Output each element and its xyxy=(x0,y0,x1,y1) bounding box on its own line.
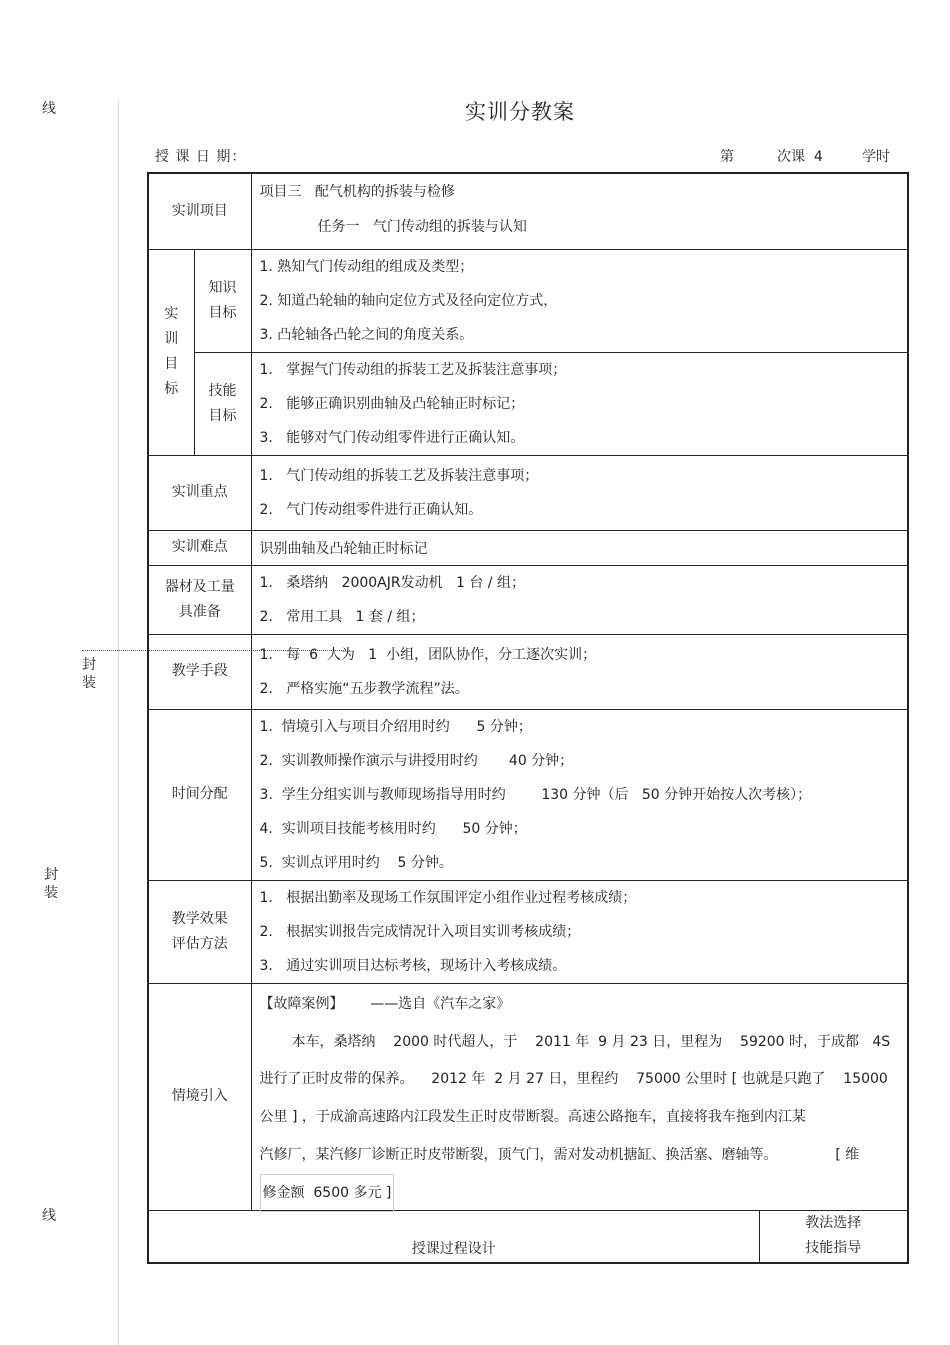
means-item: 1. 每 6 人为 1 小组，团队协作，分工逐次实训； xyxy=(259,646,597,663)
equipment-label: 器材及工量 具准备 xyxy=(148,565,251,634)
case-line: 进行了正时皮带的保养。 2012 年 2 月 27 日，里程约 75000 公里时 [ 也就是只跑了 15000 xyxy=(259,1070,888,1087)
skill-item: 3. 能够对气门传动组零件进行正确认知。 xyxy=(259,429,525,446)
case-line-last xyxy=(260,1174,902,1210)
time-item: 5. 实训点评用时约 5 分钟。 xyxy=(259,854,453,871)
knowledge-item: 3. 凸轮轴各凸轮之间的角度关系。 xyxy=(259,326,474,343)
row-difficulty xyxy=(148,530,908,565)
knowledge-goal-content xyxy=(251,249,908,352)
evaluation-item: 1. 根据出勤率及现场工作氛围评定小组作业过程考核成绩； xyxy=(259,889,637,906)
evaluation-label: 教学效果 评估方法 xyxy=(148,880,251,983)
goals-label: 实 训 目 标 xyxy=(148,249,194,455)
method-label: 教法选择 技能指导 xyxy=(759,1210,908,1263)
project-content xyxy=(251,173,908,249)
skill-goal-label: 技能 目标 xyxy=(194,352,251,455)
difficulty-content: 识别曲轴及凸轮轴正时标记 xyxy=(251,530,908,565)
binding-margin-line xyxy=(118,100,119,1345)
equipment-item: 1. 桑塔纳 2000AJR发动机 1 台 / 组； xyxy=(259,574,525,591)
project-title: 项目三 配气机构的拆装与检修 xyxy=(259,184,455,201)
evaluation-item: 3. 通过实训项目达标考核，现场计入考核成绩。 xyxy=(259,957,567,974)
intro-content xyxy=(251,983,908,1210)
time-content xyxy=(251,709,908,880)
means-item: 2. 严格实施“五步教学流程”法。 xyxy=(259,680,469,697)
skill-goal-content xyxy=(251,352,908,455)
means-content xyxy=(251,634,908,709)
row-teaching-means xyxy=(148,634,908,709)
time-label: 时间分配 xyxy=(148,709,251,880)
skill-item: 1. 掌握气门传动组的拆装工艺及拆装注意事项； xyxy=(259,361,567,378)
means-label: 教学手段 xyxy=(148,634,251,709)
focus-item: 2. 气门传动组零件进行正确认知。 xyxy=(259,501,483,518)
row-equipment xyxy=(148,565,908,634)
intro-label: 情境引入 xyxy=(148,983,251,1210)
lesson-number: 次课 4 xyxy=(777,149,823,165)
knowledge-item: 2. 知道凸轮轴的轴向定位方式及径向定位方式， xyxy=(259,292,558,309)
row-evaluation xyxy=(148,880,908,983)
row-process-design xyxy=(148,1210,908,1263)
case-line: 汽修厂，某汽修厂诊断正时皮带断裂，顶气门，需对发动机搪缸、换活塞、磨轴等。 [ 维 xyxy=(259,1146,860,1163)
row-knowledge-goals xyxy=(148,249,908,352)
row-time-allocation xyxy=(148,709,908,880)
time-item: 3. 学生分组实训与教师现场指导用时约 130 分钟（后 50 分钟开始按人次考核）； xyxy=(259,786,812,803)
case-title: 【故障案例】 ——选自《汽车之家》 xyxy=(259,995,511,1012)
difficulty-label: 实训难点 xyxy=(148,530,251,565)
knowledge-goal-label: 知识 目标 xyxy=(194,249,251,352)
case-line: 公里 ] ，于成渝高速路内江段发生正时皮带断裂。高速公路拖车，直接将我车拖到内江某 xyxy=(259,1108,806,1125)
lesson-prefix: 第 xyxy=(720,149,734,165)
evaluation-content xyxy=(251,880,908,983)
focus-item: 1. 气门传动组的拆装工艺及拆装注意事项； xyxy=(259,467,539,484)
equipment-content xyxy=(251,565,908,634)
project-label: 实训项目 xyxy=(148,173,251,249)
case-line: 本车，桑塔纳 2000 时代超人，于 2011 年 9 月 23 日，里程为 59200 时，于成都 4S xyxy=(291,1033,891,1050)
margin-seal-2: 封 装 xyxy=(44,867,58,901)
evaluation-item: 2. 根据实训报告完成情况计入项目实训考核成绩； xyxy=(259,923,581,940)
row-scenario-intro xyxy=(148,983,908,1210)
date-label: 授 课 日 期： xyxy=(155,149,247,165)
equipment-item: 2. 常用工具 1 套 / 组； xyxy=(259,608,425,625)
knowledge-item: 1. 熟知气门传动组的组成及类型； xyxy=(259,258,474,275)
page-title: 实训分教案 xyxy=(465,100,575,124)
time-item: 4. 实训项目技能考核用时约 50 分钟； xyxy=(259,820,527,837)
margin-mark-top: 线 xyxy=(42,101,56,117)
margin-mark-bottom: 线 xyxy=(42,1208,56,1224)
focus-content xyxy=(251,455,908,530)
case-cost: 修金额 6500 多元 ] xyxy=(260,1174,395,1212)
lesson-plan-table xyxy=(147,172,909,1264)
task-title: 任务一 气门传动组的拆装与认知 xyxy=(317,219,527,236)
row-project xyxy=(148,173,908,249)
time-item: 2. 实训教师操作演示与讲授用时约 40 分钟； xyxy=(259,752,574,769)
row-skill-goals xyxy=(148,352,908,455)
margin-seal-1: 封 装 xyxy=(82,657,96,691)
time-item: 1. 情境引入与项目介绍用时约 5 分钟； xyxy=(259,718,532,735)
process-label: 授课过程设计 xyxy=(148,1210,759,1263)
row-focus xyxy=(148,455,908,530)
focus-label: 实训重点 xyxy=(148,455,251,530)
skill-item: 2. 能够正确识别曲轴及凸轮轴正时标记； xyxy=(259,395,525,412)
lesson-hours: 学时 xyxy=(862,149,890,165)
